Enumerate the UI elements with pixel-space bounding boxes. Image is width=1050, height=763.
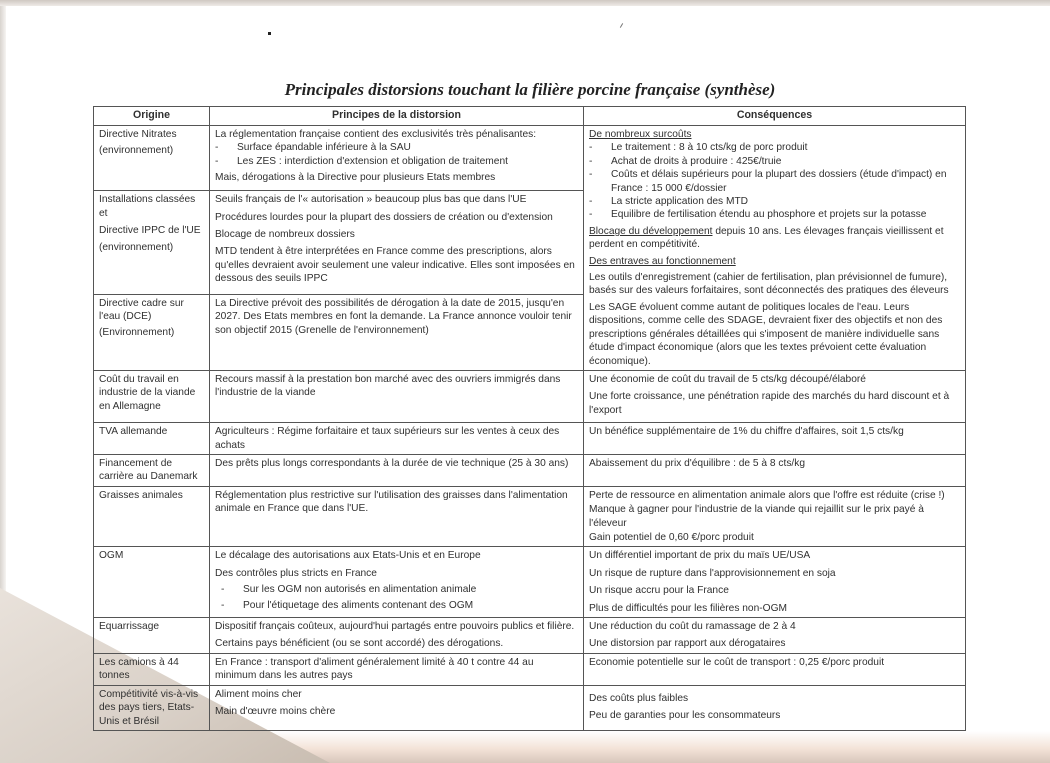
principes-cell	[210, 685, 584, 730]
origine-line: (environnement)	[99, 242, 174, 254]
origine-line: Directive Nitrates	[99, 129, 177, 140]
principe-bullet	[215, 583, 577, 596]
bullet-dash: -	[215, 142, 219, 154]
bullet-dash: -	[215, 155, 219, 167]
distortions-table	[93, 106, 966, 731]
bullet-dash: -	[589, 196, 593, 208]
origine-line: Directive IPPC de l'UE	[99, 224, 201, 236]
consequences-cell	[584, 618, 966, 654]
consequence-text: Peu de garanties pour les consommateurs	[589, 710, 781, 722]
origine-cell: Les camions à 44 tonnes	[94, 654, 210, 686]
origine-line: Installations classées et	[99, 194, 196, 219]
principe-text: Des contrôles plus stricts en France	[215, 567, 377, 579]
consequence-bullet	[589, 195, 959, 208]
principe-text: Seuils français de l'« autorisation » beaucoup plus bas que dans l'UE	[215, 194, 527, 206]
principe-text: La Directive prévoit des possibilités de dérogation à la date de 2015, jusqu'en 2027. Des Etats membres en font la demande. La France annonce vouloir tenir son objectif 2015 (Grenelle de l'environnement)	[215, 297, 572, 336]
principe-text: Procédures lourdes pour la plupart des dossiers de création ou d'extension	[215, 211, 553, 223]
principes-cell	[210, 547, 584, 618]
scan-edge-left	[0, 6, 6, 606]
principe-text: Blocage de nombreux dossiers	[215, 228, 355, 240]
principes-cell	[210, 126, 584, 191]
bullet-text: Les ZES : interdiction d'extension et obligation de traitement	[237, 155, 508, 167]
table-row	[94, 654, 966, 686]
consequence-text: Plus de difficultés pour les filières non-OGM	[589, 602, 787, 614]
consequence-text: Les SAGE évoluent comme autant de politiques locales de l'eau. Leurs dispositions, comme celle des SDAGE, devraient fixer des objectifs et non des prescriptions générales détaillées qui s'imposent de manière individuelle sans étude d'impact économique (alors que les textes prévoient cette évaluation économique).	[589, 301, 943, 367]
principe-text: Dispositif français coûteux, aujourd'hui partagés entre pouvoirs publics et filière.	[215, 621, 575, 632]
consequence-heading-blocage: Blocage du développement	[589, 225, 713, 237]
origine-cell: TVA allemande	[94, 423, 210, 455]
bullet-dash: -	[221, 584, 225, 596]
consequence-bullet	[589, 141, 959, 154]
consequence-bullet	[589, 208, 959, 221]
table-row	[94, 486, 966, 547]
bullet-dash: -	[589, 142, 593, 154]
consequence-text: Une réduction du coût du ramassage de 2 à 4	[589, 621, 796, 632]
consequences-cell: Un bénéfice supplémentaire de 1% du chiffre d'affaires, soit 1,5 cts/kg	[584, 423, 966, 455]
principes-cell	[210, 191, 584, 295]
consequence-text: Une forte croissance, une pénétration rapide des marchés du hard discount et à l'export	[589, 391, 950, 416]
principe-bullet	[215, 599, 577, 612]
table-row	[94, 454, 966, 486]
column-header-consequences: Conséquences	[584, 107, 966, 126]
origine-cell: Coût du travail en industrie de la viande en Allemagne	[94, 370, 210, 422]
column-header-principes: Principes de la distorsion	[210, 107, 584, 126]
origine-line: (Environnement)	[99, 326, 175, 338]
consequence-text: Les outils d'enregistrement (cahier de fertilisation, plan prévisionnel de fumure), basés sur des valeurs forfaitaires, sont déconnectés des pratiques des éleveurs	[589, 272, 949, 297]
origine-line: Directive cadre sur l'eau (DCE)	[99, 297, 184, 323]
bullet-dash: -	[221, 599, 225, 611]
principe-text: Le décalage des autorisations aux Etats-Unis et en Europe	[215, 550, 481, 562]
origine-cell	[94, 191, 210, 295]
consequence-text: Un différentiel important de prix du maïs UE/USA	[589, 550, 811, 562]
table-row	[94, 547, 966, 618]
principe-text: Certains pays bénéficient (ou se sont accordé) des dérogations.	[215, 638, 504, 650]
origine-cell	[94, 294, 210, 370]
consequence-text: Gain potentiel de 0,60 €/porc produit	[589, 531, 754, 543]
principe-bullet	[215, 155, 577, 168]
document-title: Principales distorsions touchant la filière porcine française (synthèse)	[284, 80, 776, 99]
table-row	[94, 618, 966, 654]
consequence-text: Manque à gagner pour l'industrie de la viande qui rejaillit sur le prix payé à l'éleveur	[589, 504, 924, 529]
table-row	[94, 370, 966, 422]
principe-text: Réglementation plus restrictive sur l'utilisation des graisses dans l'alimentation animale en France que dans l'UE.	[215, 489, 568, 515]
origine-line: (environnement)	[99, 145, 174, 157]
consequence-text: Perte de ressource en alimentation animale alors que l'offre est réduite (crise !)	[589, 489, 945, 501]
principes-cell	[210, 618, 584, 654]
table-header-row	[94, 107, 966, 126]
bullet-text: Le traitement : 8 à 10 cts/kg de porc produit	[611, 142, 808, 154]
consequences-cell	[584, 547, 966, 618]
consequences-cell: Abaissement du prix d'équilibre : de 5 à 8 cts/kg	[584, 454, 966, 486]
origine-cell: Financement de carrière au Danemark	[94, 454, 210, 486]
consequence-text: Une distorsion par rapport aux dérogataires	[589, 638, 786, 650]
consequence-blocage	[589, 225, 959, 252]
consequences-cell	[584, 370, 966, 422]
consequence-text: Un risque de rupture dans l'approvisionnement en soja	[589, 567, 836, 579]
principe-text: Recours massif à la prestation bon marché avec des ouvriers immigrés dans l'industrie de la viande	[215, 373, 561, 399]
consequence-text: Des coûts plus faibles	[589, 692, 689, 704]
scan-mark	[620, 23, 623, 28]
bullet-text: Achat de droits à produire : 425€/truie	[611, 155, 782, 167]
origine-cell: Compétitivité vis-à-vis des pays tiers, Etats-Unis et Brésil	[94, 685, 210, 730]
consequence-heading-entraves: Des entraves au fonctionnement	[589, 255, 736, 267]
consequence-bullet	[589, 155, 959, 168]
column-header-origine: Origine	[94, 107, 210, 126]
origine-cell: Graisses animales	[94, 486, 210, 547]
origine-cell	[94, 126, 210, 191]
principe-text: Mais, dérogations à la Directive pour plusieurs Etats membres	[215, 172, 496, 184]
bullet-text: La stricte application des MTD	[611, 196, 749, 208]
bullet-text: Equilibre de fertilisation étendu au phosphore et projets sur la potasse	[611, 209, 927, 221]
bullet-dash: -	[589, 209, 593, 221]
consequence-blocage-text: depuis 10 ans. Les élevages français vieillissent et perdent en compétitivité.	[589, 225, 944, 251]
principe-text: La réglementation française contient des exclusivités très pénalisantes:	[215, 129, 537, 140]
principe-text: MTD tendent à être interprétées en France comme des prescriptions, alors qu'elles devraient avoir seulement une valeur indicative. Elles sont imposées en dessous des seuils IPPC	[215, 246, 575, 285]
principes-cell	[210, 370, 584, 422]
scan-edge-top	[0, 0, 1050, 6]
consequences-cell	[584, 685, 966, 730]
table-row	[94, 126, 966, 191]
principe-text: Aliment moins cher	[215, 688, 302, 700]
origine-cell: OGM	[94, 547, 210, 618]
principes-cell	[210, 294, 584, 370]
scan-speck	[268, 32, 271, 35]
bullet-dash: -	[589, 155, 593, 167]
table-row	[94, 423, 966, 455]
bullet-text: Surface épandable inférieure à la SAU	[237, 142, 411, 154]
bullet-text: Sur les OGM non autorisés en alimentation animale	[243, 584, 477, 596]
principes-cell: Des prêts plus longs correspondants à la durée de vie technique (25 à 30 ans)	[210, 454, 584, 486]
consequence-text: Un risque accru pour la France	[589, 585, 729, 597]
principe-bullet	[215, 141, 577, 154]
consequence-text: Une économie de coût du travail de 5 cts/kg découpé/élaboré	[589, 373, 866, 385]
bullet-text: Coûts et délais supérieurs pour la plupart des dossiers (étude d'impact) en France : 15 000 €/dossier	[611, 169, 947, 194]
consequence-bullet	[589, 168, 959, 195]
table-row	[94, 685, 966, 730]
bullet-dash: -	[589, 169, 593, 181]
principe-text: Main d'œuvre moins chère	[215, 706, 336, 718]
consequences-cell	[584, 486, 966, 547]
principes-cell: En France : transport d'aliment généralement limité à 40 t contre 44 au minimum dans les autres pays	[210, 654, 584, 686]
consequences-cell: Economie potentielle sur le coût de transport : 0,25 €/porc produit	[584, 654, 966, 686]
consequences-merged-cell	[584, 126, 966, 371]
principes-cell	[210, 486, 584, 547]
principes-cell: Agriculteurs : Régime forfaitaire et taux supérieurs sur les ventes à ceux des achats	[210, 423, 584, 455]
consequence-heading-surcouts: De nombreux surcoûts	[589, 129, 692, 140]
origine-cell: Equarrissage	[94, 618, 210, 654]
bullet-text: Pour l'étiquetage des aliments contenant des OGM	[243, 599, 474, 611]
